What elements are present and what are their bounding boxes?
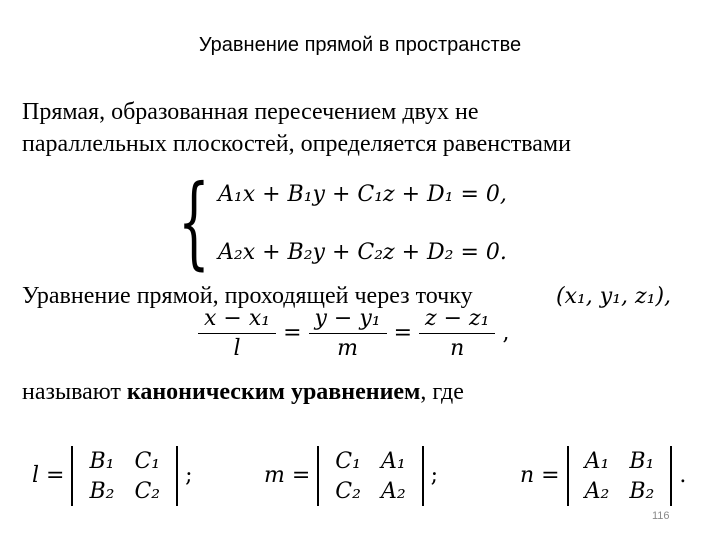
det-n-d: B₂ [629, 478, 655, 504]
det-m-c: C₂ [335, 478, 361, 504]
page-number: 116 [652, 510, 670, 522]
det-l-b: C₁ [134, 448, 161, 474]
canonical-equation [198, 306, 509, 361]
fraction-y-denominator: m [337, 336, 358, 361]
system-brace: { [178, 163, 210, 280]
det-m-matrix [317, 446, 423, 506]
det-m-a: C₁ [335, 448, 361, 474]
canonical-comma: , [502, 320, 510, 346]
det-n-a: A₁ [584, 448, 610, 474]
fraction-z-denominator: n [450, 336, 465, 361]
det-m-lhs: m = [264, 463, 311, 488]
det-n-lhs: n = [520, 463, 560, 488]
point-coordinates: (x₁, y₁, z₁), [556, 284, 672, 309]
paragraph-point: Уравнение прямой, проходящей через точку [22, 283, 473, 309]
paragraph-canonical-bold: каноническим уравнением [126, 379, 421, 405]
det-l-tail: ; [185, 463, 193, 488]
fraction-x-numerator: x − x₁ [198, 306, 276, 334]
equation-plane-2: A₂x + B₂y + C₂z + D₂ = 0. [218, 240, 507, 265]
fraction-x-denominator: l [233, 336, 241, 361]
equals-sign-2: = [393, 320, 413, 346]
fraction-y-numerator: y − y₁ [309, 306, 387, 334]
determinant-l [32, 446, 193, 506]
det-l-c: B₂ [89, 478, 115, 504]
determinant-m [264, 446, 438, 506]
det-m-b: A₁ [380, 448, 406, 474]
det-m-tail: ; [430, 463, 439, 488]
det-l-matrix [71, 446, 178, 506]
fraction-z [419, 306, 495, 361]
det-l-lhs: l = [32, 463, 65, 488]
paragraph-line-2: параллельных плоскостей, определяется равенствами [22, 131, 571, 157]
paragraph-canonical [22, 380, 464, 404]
slide-title: Уравнение прямой в пространстве [198, 34, 522, 56]
det-n-c: A₂ [584, 478, 610, 504]
det-m-d: A₂ [380, 478, 406, 504]
fraction-y [309, 306, 387, 361]
fraction-x [198, 306, 276, 361]
det-l-a: B₁ [89, 448, 115, 474]
equals-sign-1: = [283, 320, 302, 346]
paragraph-canonical-prefix: называют [22, 379, 121, 405]
paragraph-line-1: Прямая, образованная пересечением двух не [22, 99, 479, 125]
det-n-tail: . [679, 463, 687, 488]
paragraph-canonical-suffix: , где [420, 379, 464, 405]
det-l-d: C₂ [134, 478, 161, 504]
fraction-z-numerator: z − z₁ [419, 306, 495, 334]
det-n-matrix [567, 446, 673, 506]
equation-plane-1: A₁x + B₁y + C₁z + D₁ = 0, [218, 182, 507, 207]
determinant-n [520, 446, 686, 506]
det-n-b: B₁ [629, 448, 655, 474]
